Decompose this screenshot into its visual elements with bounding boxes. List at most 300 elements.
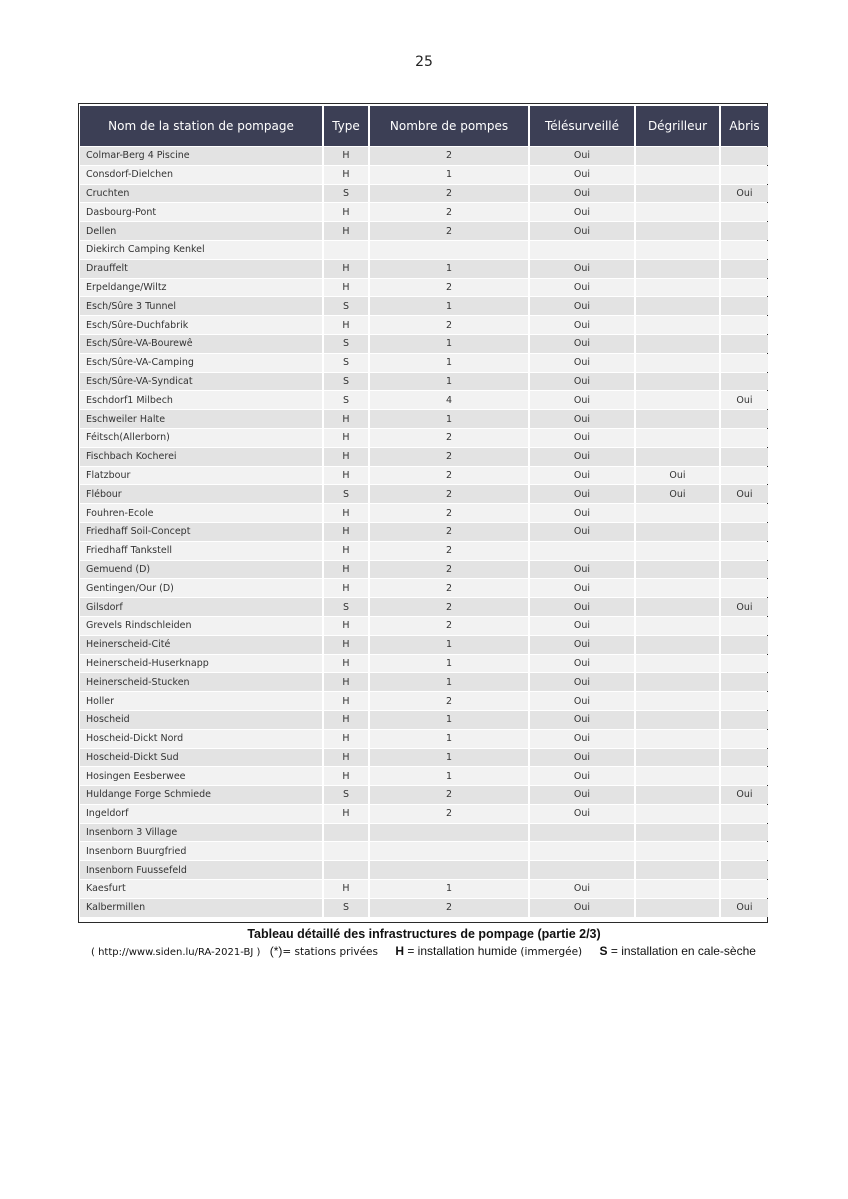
cell-type: H (324, 260, 368, 278)
table-row (80, 504, 768, 522)
cell-screen (636, 880, 719, 898)
cell-pump-count (370, 842, 528, 860)
cell-station-name: Friedhaff Tankstell (80, 542, 322, 560)
cell-screen (636, 598, 719, 616)
cell-shelter (721, 429, 768, 447)
cell-type: S (324, 354, 368, 372)
cell-pump-count: 1 (370, 673, 528, 691)
table-row (80, 373, 768, 391)
cell-remote-monitoring: Oui (530, 711, 634, 729)
legend-private-text: = stations privées (282, 946, 378, 958)
cell-screen (636, 185, 719, 203)
cell-pump-count: 2 (370, 542, 528, 560)
cell-screen (636, 297, 719, 315)
cell-station-name: Gilsdorf (80, 598, 322, 616)
cell-station-name: Grevels Rindschleiden (80, 617, 322, 635)
cell-station-name: Kaesfurt (80, 880, 322, 898)
cell-shelter (721, 241, 768, 259)
cell-pump-count: 2 (370, 617, 528, 635)
table-row (80, 297, 768, 315)
cell-screen (636, 279, 719, 297)
legend-h-note: (immergée) (520, 946, 583, 958)
cell-screen (636, 711, 719, 729)
cell-shelter (721, 222, 768, 240)
cell-type: H (324, 542, 368, 560)
cell-screen (636, 523, 719, 541)
cell-screen (636, 373, 719, 391)
table-row (80, 767, 768, 785)
cell-remote-monitoring: Oui (530, 598, 634, 616)
table-row (80, 485, 768, 503)
cell-remote-monitoring: Oui (530, 880, 634, 898)
cell-shelter (721, 824, 768, 842)
cell-shelter (721, 279, 768, 297)
cell-type: H (324, 767, 368, 785)
cell-station-name: Diekirch Camping Kenkel (80, 241, 322, 259)
table-row (80, 579, 768, 597)
table-row (80, 655, 768, 673)
cell-shelter (721, 767, 768, 785)
cell-remote-monitoring: Oui (530, 222, 634, 240)
cell-screen (636, 730, 719, 748)
cell-shelter (721, 617, 768, 635)
cell-remote-monitoring: Oui (530, 166, 634, 184)
legend-private-mark: (*) (269, 944, 283, 958)
cell-pump-count: 2 (370, 523, 528, 541)
cell-screen (636, 354, 719, 372)
cell-remote-monitoring: Oui (530, 504, 634, 522)
cell-shelter (721, 673, 768, 691)
cell-type: H (324, 429, 368, 447)
cell-type: H (324, 749, 368, 767)
cell-pump-count: 2 (370, 579, 528, 597)
cell-shelter (721, 730, 768, 748)
table-row (80, 880, 768, 898)
cell-type: S (324, 335, 368, 353)
cell-pump-count: 1 (370, 655, 528, 673)
cell-screen (636, 203, 719, 221)
cell-screen (636, 260, 719, 278)
cell-shelter (721, 711, 768, 729)
cell-type: H (324, 880, 368, 898)
cell-remote-monitoring: Oui (530, 185, 634, 203)
cell-screen (636, 147, 719, 165)
cell-screen: Oui (636, 467, 719, 485)
cell-screen (636, 391, 719, 409)
table-row (80, 467, 768, 485)
cell-pump-count (370, 241, 528, 259)
table-row (80, 692, 768, 710)
cell-type: H (324, 523, 368, 541)
cell-station-name: Insenborn Fuussefeld (80, 861, 322, 879)
cell-screen (636, 429, 719, 447)
cell-pump-count: 2 (370, 598, 528, 616)
cell-shelter (721, 880, 768, 898)
cell-screen (636, 504, 719, 522)
cell-screen: Oui (636, 485, 719, 503)
cell-shelter (721, 448, 768, 466)
cell-screen (636, 617, 719, 635)
cell-type: H (324, 166, 368, 184)
cell-shelter (721, 166, 768, 184)
cell-type: S (324, 185, 368, 203)
cell-shelter: Oui (721, 899, 768, 917)
cell-type (324, 824, 368, 842)
cell-shelter (721, 147, 768, 165)
table-row (80, 260, 768, 278)
cell-type: S (324, 391, 368, 409)
cell-remote-monitoring: Oui (530, 692, 634, 710)
table-row (80, 410, 768, 428)
table-row (80, 448, 768, 466)
cell-station-name: Heinerscheid-Cité (80, 636, 322, 654)
header-shelter: Abris (721, 106, 768, 146)
cell-shelter (721, 504, 768, 522)
cell-remote-monitoring: Oui (530, 467, 634, 485)
cell-screen (636, 561, 719, 579)
table-row (80, 185, 768, 203)
cell-shelter (721, 636, 768, 654)
cell-shelter (721, 523, 768, 541)
cell-shelter (721, 373, 768, 391)
cell-shelter: Oui (721, 185, 768, 203)
cell-screen (636, 166, 719, 184)
cell-shelter (721, 579, 768, 597)
cell-station-name: Féitsch(Allerborn) (80, 429, 322, 447)
table-header-row (80, 106, 768, 146)
cell-screen (636, 692, 719, 710)
cell-pump-count: 2 (370, 504, 528, 522)
cell-screen (636, 749, 719, 767)
cell-screen (636, 448, 719, 466)
table-row (80, 805, 768, 823)
cell-screen (636, 786, 719, 804)
cell-type: H (324, 467, 368, 485)
cell-remote-monitoring: Oui (530, 316, 634, 334)
table-row (80, 279, 768, 297)
cell-screen (636, 542, 719, 560)
cell-pump-count: 2 (370, 786, 528, 804)
cell-pump-count: 4 (370, 391, 528, 409)
cell-remote-monitoring: Oui (530, 203, 634, 221)
table-row (80, 316, 768, 334)
cell-station-name: Fischbach Kocherei (80, 448, 322, 466)
cell-screen (636, 636, 719, 654)
cell-pump-count: 1 (370, 711, 528, 729)
cell-station-name: Huldange Forge Schmiede (80, 786, 322, 804)
cell-station-name: Dasbourg-Pont (80, 203, 322, 221)
table-row (80, 749, 768, 767)
cell-pump-count: 2 (370, 429, 528, 447)
cell-type (324, 842, 368, 860)
cell-station-name: Flatzbour (80, 467, 322, 485)
table-row (80, 899, 768, 917)
pumping-stations-table (78, 105, 770, 918)
cell-pump-count: 2 (370, 467, 528, 485)
cell-station-name: Fouhren-Ecole (80, 504, 322, 522)
legend-s-text: = installation en cale-sèche (607, 944, 756, 958)
table-row (80, 730, 768, 748)
cell-station-name: Heinerscheid-Stucken (80, 673, 322, 691)
cell-pump-count: 2 (370, 692, 528, 710)
cell-remote-monitoring (530, 542, 634, 560)
cell-pump-count: 2 (370, 805, 528, 823)
cell-remote-monitoring: Oui (530, 260, 634, 278)
cell-type: S (324, 373, 368, 391)
cell-station-name: Holler (80, 692, 322, 710)
cell-pump-count: 1 (370, 260, 528, 278)
cell-type: H (324, 410, 368, 428)
header-pump-count: Nombre de pompes (370, 106, 528, 146)
cell-pump-count: 1 (370, 730, 528, 748)
table-row (80, 335, 768, 353)
cell-type: H (324, 730, 368, 748)
cell-pump-count: 1 (370, 880, 528, 898)
cell-pump-count: 2 (370, 147, 528, 165)
cell-remote-monitoring: Oui (530, 410, 634, 428)
table-row (80, 542, 768, 560)
cell-remote-monitoring: Oui (530, 354, 634, 372)
cell-shelter (721, 354, 768, 372)
cell-station-name: Kalbermillen (80, 899, 322, 917)
table-row (80, 786, 768, 804)
cell-screen (636, 335, 719, 353)
cell-type: H (324, 203, 368, 221)
cell-type (324, 861, 368, 879)
cell-remote-monitoring: Oui (530, 767, 634, 785)
cell-remote-monitoring: Oui (530, 899, 634, 917)
table-row (80, 429, 768, 447)
cell-station-name: Eschweiler Halte (80, 410, 322, 428)
cell-shelter (721, 692, 768, 710)
table-row (80, 598, 768, 616)
cell-remote-monitoring: Oui (530, 279, 634, 297)
cell-pump-count: 2 (370, 448, 528, 466)
cell-pump-count: 1 (370, 636, 528, 654)
cell-station-name: Dellen (80, 222, 322, 240)
cell-station-name: Hoscheid (80, 711, 322, 729)
table-row (80, 241, 768, 259)
cell-remote-monitoring: Oui (530, 297, 634, 315)
table-row (80, 636, 768, 654)
cell-shelter (721, 260, 768, 278)
cell-remote-monitoring: Oui (530, 730, 634, 748)
cell-remote-monitoring: Oui (530, 617, 634, 635)
table-body (80, 147, 768, 917)
cell-pump-count: 1 (370, 297, 528, 315)
cell-shelter: Oui (721, 485, 768, 503)
cell-type: H (324, 579, 368, 597)
cell-shelter: Oui (721, 786, 768, 804)
cell-screen (636, 222, 719, 240)
table-row (80, 354, 768, 372)
cell-type: S (324, 485, 368, 503)
cell-screen (636, 241, 719, 259)
cell-pump-count: 1 (370, 749, 528, 767)
cell-pump-count: 1 (370, 767, 528, 785)
cell-screen (636, 410, 719, 428)
cell-shelter (721, 335, 768, 353)
table-row (80, 842, 768, 860)
cell-remote-monitoring: Oui (530, 805, 634, 823)
cell-screen (636, 842, 719, 860)
cell-remote-monitoring: Oui (530, 636, 634, 654)
table-row (80, 824, 768, 842)
cell-station-name: Drauffelt (80, 260, 322, 278)
cell-station-name: Esch/Sûre 3 Tunnel (80, 297, 322, 315)
table-row (80, 222, 768, 240)
header-type: Type (324, 106, 368, 146)
cell-station-name: Eschdorf1 Milbech (80, 391, 322, 409)
cell-remote-monitoring: Oui (530, 579, 634, 597)
table-row (80, 391, 768, 409)
cell-shelter (721, 561, 768, 579)
cell-remote-monitoring: Oui (530, 561, 634, 579)
cell-remote-monitoring: Oui (530, 749, 634, 767)
header-remote-monitoring: Télésurveillé (530, 106, 634, 146)
cell-type: H (324, 711, 368, 729)
cell-station-name: Cruchten (80, 185, 322, 203)
cell-shelter (721, 842, 768, 860)
cell-type: H (324, 504, 368, 522)
cell-remote-monitoring: Oui (530, 335, 634, 353)
cell-station-name: Esch/Sûre-VA-Camping (80, 354, 322, 372)
cell-pump-count: 1 (370, 373, 528, 391)
cell-pump-count: 2 (370, 222, 528, 240)
cell-type: S (324, 598, 368, 616)
cell-station-name: Hosingen Eesberwee (80, 767, 322, 785)
table-row (80, 147, 768, 165)
cell-pump-count: 2 (370, 899, 528, 917)
cell-remote-monitoring: Oui (530, 147, 634, 165)
cell-station-name: Esch/Sûre-VA-Bourewê (80, 335, 322, 353)
legend (91, 944, 756, 958)
table-row (80, 617, 768, 635)
cell-screen (636, 805, 719, 823)
table-row (80, 711, 768, 729)
cell-type: H (324, 617, 368, 635)
cell-screen (636, 899, 719, 917)
page-number: 25 (415, 54, 433, 70)
table-caption: Tableau détaillé des infrastructures de pompage (partie 2/3) (247, 927, 601, 941)
cell-remote-monitoring (530, 861, 634, 879)
cell-shelter (721, 316, 768, 334)
cell-remote-monitoring (530, 824, 634, 842)
cell-remote-monitoring: Oui (530, 485, 634, 503)
cell-pump-count: 2 (370, 203, 528, 221)
cell-type: H (324, 147, 368, 165)
cell-type: S (324, 899, 368, 917)
cell-screen (636, 579, 719, 597)
cell-station-name: Colmar-Berg 4 Piscine (80, 147, 322, 165)
legend-h-key: H (395, 944, 404, 958)
cell-station-name: Gentingen/Our (D) (80, 579, 322, 597)
cell-pump-count: 1 (370, 354, 528, 372)
cell-station-name: Insenborn Buurgfried (80, 842, 322, 860)
cell-station-name: Insenborn 3 Village (80, 824, 322, 842)
table-row (80, 861, 768, 879)
cell-shelter (721, 749, 768, 767)
table-row (80, 673, 768, 691)
cell-remote-monitoring: Oui (530, 373, 634, 391)
cell-shelter (721, 467, 768, 485)
cell-pump-count: 2 (370, 279, 528, 297)
cell-pump-count: 1 (370, 166, 528, 184)
cell-shelter (721, 861, 768, 879)
cell-type: H (324, 655, 368, 673)
cell-remote-monitoring: Oui (530, 786, 634, 804)
cell-remote-monitoring: Oui (530, 673, 634, 691)
cell-type: H (324, 279, 368, 297)
cell-pump-count: 2 (370, 185, 528, 203)
cell-type (324, 241, 368, 259)
cell-screen (636, 316, 719, 334)
cell-remote-monitoring: Oui (530, 655, 634, 673)
cell-type: H (324, 448, 368, 466)
cell-pump-count: 1 (370, 335, 528, 353)
cell-station-name: Gemuend (D) (80, 561, 322, 579)
cell-type: H (324, 805, 368, 823)
cell-pump-count: 2 (370, 316, 528, 334)
cell-shelter (721, 655, 768, 673)
legend-s-key: S (599, 944, 608, 958)
header-screen: Dégrilleur (636, 106, 719, 146)
cell-station-name: Flébour (80, 485, 322, 503)
cell-pump-count (370, 824, 528, 842)
cell-station-name: Heinerscheid-Huserknapp (80, 655, 322, 673)
table-row (80, 523, 768, 541)
cell-type: S (324, 786, 368, 804)
cell-type: H (324, 222, 368, 240)
table-row (80, 203, 768, 221)
cell-station-name: Friedhaff Soil-Concept (80, 523, 322, 541)
cell-shelter (721, 410, 768, 428)
table-row (80, 166, 768, 184)
cell-remote-monitoring: Oui (530, 448, 634, 466)
cell-remote-monitoring: Oui (530, 523, 634, 541)
cell-shelter (721, 805, 768, 823)
cell-station-name: Hoscheid-Dickt Nord (80, 730, 322, 748)
cell-type: H (324, 636, 368, 654)
cell-screen (636, 673, 719, 691)
cell-remote-monitoring (530, 241, 634, 259)
cell-type: H (324, 692, 368, 710)
cell-screen (636, 824, 719, 842)
cell-remote-monitoring: Oui (530, 391, 634, 409)
cell-remote-monitoring: Oui (530, 429, 634, 447)
cell-shelter: Oui (721, 598, 768, 616)
cell-type: H (324, 561, 368, 579)
cell-pump-count: 2 (370, 485, 528, 503)
legend-url: ( http://www.siden.lu/RA-2021-BJ ) (91, 947, 261, 958)
cell-station-name: Erpeldange/Wiltz (80, 279, 322, 297)
cell-shelter (721, 542, 768, 560)
cell-remote-monitoring (530, 842, 634, 860)
cell-station-name: Ingeldorf (80, 805, 322, 823)
cell-pump-count (370, 861, 528, 879)
legend-h-text: = installation humide (404, 944, 521, 958)
header-station-name: Nom de la station de pompage (80, 106, 322, 146)
cell-station-name: Esch/Sûre-Duchfabrik (80, 316, 322, 334)
cell-screen (636, 861, 719, 879)
table-row (80, 561, 768, 579)
cell-station-name: Hoscheid-Dickt Sud (80, 749, 322, 767)
cell-shelter (721, 203, 768, 221)
cell-shelter: Oui (721, 391, 768, 409)
cell-station-name: Consdorf-Dielchen (80, 166, 322, 184)
cell-type: H (324, 673, 368, 691)
cell-shelter (721, 297, 768, 315)
